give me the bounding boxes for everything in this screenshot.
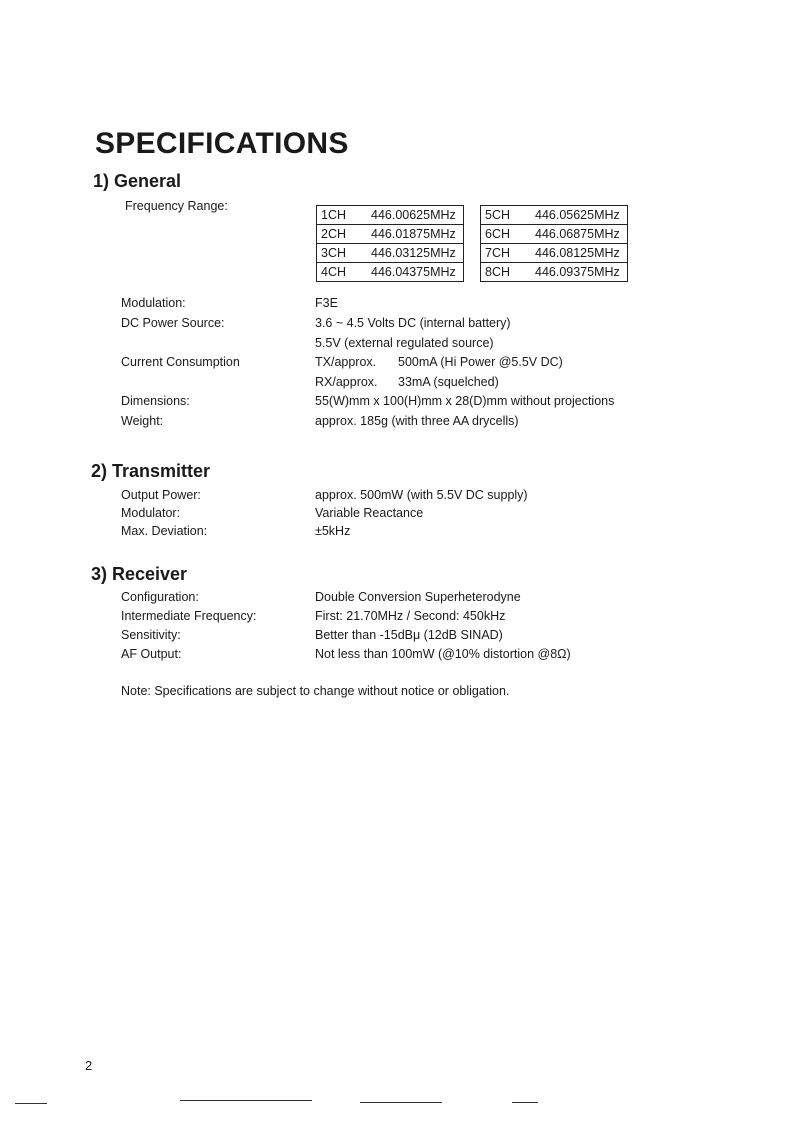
max-deviation-label: Max. Deviation: <box>121 524 208 538</box>
channel-cell: 5CH <box>485 208 511 222</box>
configuration-value: Double Conversion Superheterodyne <box>315 590 521 604</box>
weight-value: approx. 185g (with three AA drycells) <box>315 414 519 428</box>
section-heading-general: 1) General <box>93 171 182 191</box>
scan-edge-line <box>512 1102 538 1103</box>
frequency-range-label: Frequency Range: <box>125 199 228 213</box>
modulator-label: Modulator: <box>121 506 181 520</box>
dimensions-value: 55(W)mm x 100(H)mm x 28(D)mm without projections <box>315 394 615 408</box>
frequency-cell: 446.09375MHz <box>531 263 628 282</box>
frequency-cell: 446.04375MHz <box>367 263 464 282</box>
table-row <box>481 244 628 263</box>
table-row <box>317 263 464 282</box>
af-output-value: Not less than 100mW (@10% distortion @8Ω) <box>315 647 571 661</box>
channel-cell: 7CH <box>481 244 532 263</box>
scan-edge-line <box>360 1102 442 1103</box>
frequency-cell: 446.06875MHz <box>531 225 628 244</box>
frequency-table-left <box>316 205 464 282</box>
sensitivity-value: Better than -15dBμ (12dB SINAD) <box>315 628 503 642</box>
dc-power-value-2: 5.5V (external regulated source) <box>315 336 494 350</box>
scan-edge-line <box>15 1103 47 1104</box>
tx-current-value: 500mA (Hi Power @5.5V DC) <box>398 355 563 369</box>
channel-cell: 4CH <box>317 263 368 282</box>
modulation-value: F3E <box>315 296 338 310</box>
intermediate-frequency-value: First: 21.70MHz / Second: 450kHz <box>315 609 506 623</box>
table-row <box>317 225 464 244</box>
af-output-label: AF Output: <box>121 647 182 661</box>
specifications-note: Note: Specifications are subject to change without notice or obligation. <box>121 684 510 698</box>
channel-cell: 3CH <box>317 244 368 263</box>
dimensions-label: Dimensions: <box>121 394 190 408</box>
modulation-label: Modulation: <box>121 296 186 310</box>
output-power-value: approx. 500mW (with 5.5V DC supply) <box>315 488 528 502</box>
dc-power-value-1: 3.6 ~ 4.5 Volts DC (internal battery) <box>315 316 511 330</box>
frequency-cell: 446.08125MHz <box>531 244 628 263</box>
channel-cell: 2CH <box>317 225 368 244</box>
scan-edge-line <box>180 1100 312 1101</box>
frequency-cell: 446.03125MHz <box>367 244 464 263</box>
rx-current-label: RX/approx. <box>315 375 378 389</box>
sensitivity-label: Sensitivity: <box>121 628 181 642</box>
channel-cell: 1CH <box>321 208 347 222</box>
channel-cell: 6CH <box>481 225 532 244</box>
rx-current-value: 33mA (squelched) <box>398 375 499 389</box>
dc-power-label: DC Power Source: <box>121 316 225 330</box>
intermediate-frequency-label: Intermediate Frequency: <box>121 609 257 623</box>
frequency-cell: 446.05625MHz <box>535 208 620 222</box>
table-row <box>317 244 464 263</box>
channel-cell: 8CH <box>481 263 532 282</box>
table-row <box>481 263 628 282</box>
page-number: 2 <box>85 1058 93 1073</box>
weight-label: Weight: <box>121 414 164 428</box>
modulator-value: Variable Reactance <box>315 506 424 520</box>
table-row <box>481 225 628 244</box>
table-row <box>317 206 464 225</box>
page-title: SPECIFICATIONS <box>95 127 349 160</box>
configuration-label: Configuration: <box>121 590 199 604</box>
frequency-table-right <box>480 205 628 282</box>
section-heading-transmitter: 2) Transmitter <box>91 461 211 481</box>
frequency-cell: 446.00625MHz <box>371 208 456 222</box>
max-deviation-value: ±5kHz <box>315 524 351 538</box>
current-consumption-label: Current Consumption <box>121 355 240 369</box>
table-row <box>481 206 628 225</box>
frequency-cell: 446.01875MHz <box>367 225 464 244</box>
section-heading-receiver: 3) Receiver <box>91 564 188 584</box>
output-power-label: Output Power: <box>121 488 201 502</box>
tx-current-label: TX/approx. <box>315 355 377 369</box>
